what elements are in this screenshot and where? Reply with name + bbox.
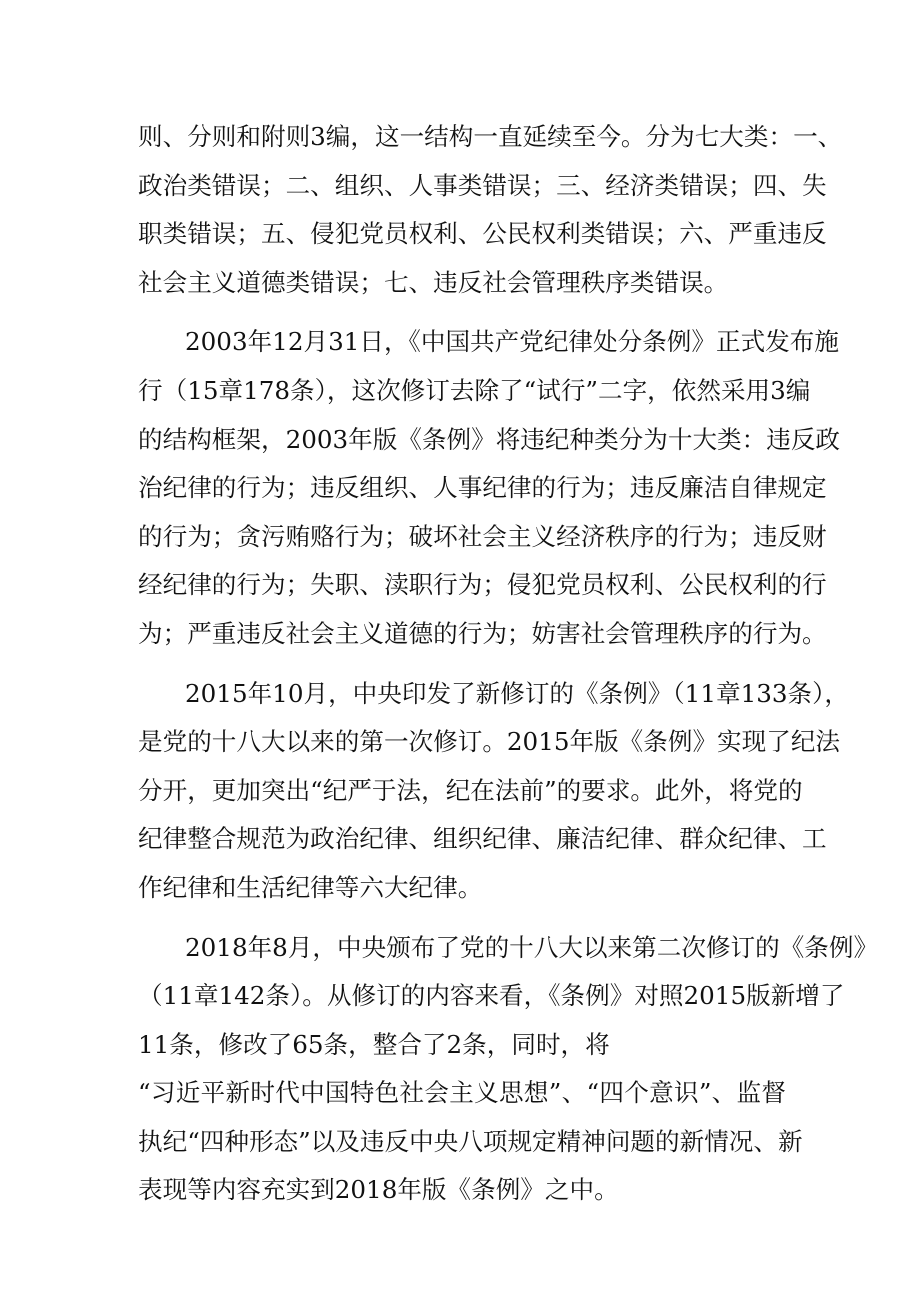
text-line: 的结构框架，2003年版《条例》将违纪种类分为十大类：违反政 [138, 424, 841, 454]
text-line: 纪律整合规范为政治纪律、组织纪律、廉洁纪律、群众纪律、工 [138, 824, 827, 854]
text-line: 为；严重违反社会主义道德的行为；妨害社会管理秩序的行为。 [138, 618, 827, 648]
text-line: 治纪律的行为；违反组织、人事纪律的行为；违反廉洁自律规定 [138, 473, 827, 503]
text-line: 表现等内容充实到2018年版《条例》之中。 [138, 1175, 619, 1205]
text-line: 分开，更加突出“纪严于法，纪在法前”的要求。此外，将党的 [138, 775, 803, 805]
text-line: 经纪律的行为；失职、渎职行为；侵犯党员权利、公民权利的行 [138, 570, 827, 600]
text-line: 社会主义道德类错误；七、违反社会管理秩序类错误。 [138, 267, 729, 297]
text-line: 职类错误；五、侵犯党员权利、公民权利类错误；六、严重违反 [138, 219, 827, 249]
paragraph [138, 924, 879, 1216]
text-line: 2015年10月，中央印发了新修订的《条例》（11章133条）， [185, 678, 849, 708]
paragraph [138, 670, 849, 913]
text-line: 作纪律和生活纪律等六大纪律。 [138, 872, 483, 902]
text-line: 2003年12月31日，《中国共产党纪律处分条例》正式发布施 [185, 327, 839, 357]
document-body [138, 113, 879, 1215]
text-line: 执纪“四种形态”以及违反中央八项规定精神问题的新情况、新 [138, 1126, 803, 1156]
text-line: 政治类错误；二、组织、人事类错误；三、经济类错误；四、失 [138, 170, 827, 200]
paragraph [138, 113, 843, 307]
text-line: 是党的十八大以来的第一次修订。2015年版《条例》实现了纪法 [138, 727, 841, 757]
text-line: 2018年8月，中央颁布了党的十八大以来第二次修订的《条例》 [185, 932, 879, 962]
text-line: 的行为；贪污贿赂行为；破坏社会主义经济秩序的行为；违反财 [138, 521, 827, 551]
text-line: 则、分则和附则3编，这一结构一直延续至今。分为七大类：一、 [138, 122, 843, 151]
text-line: 行（15章178条），这次修订去除了“试行”二字，依然采用3编 [138, 375, 811, 405]
text-line: （11章142条）。从修订的内容来看，《条例》对照2015版新增了 [138, 981, 845, 1011]
text-line: “习近平新时代中国特色社会主义思想”、“四个意识”、监督 [138, 1078, 786, 1108]
text-line: 11条，修改了65条，整合了2条，同时，将 [138, 1029, 610, 1059]
paragraph [138, 318, 841, 658]
